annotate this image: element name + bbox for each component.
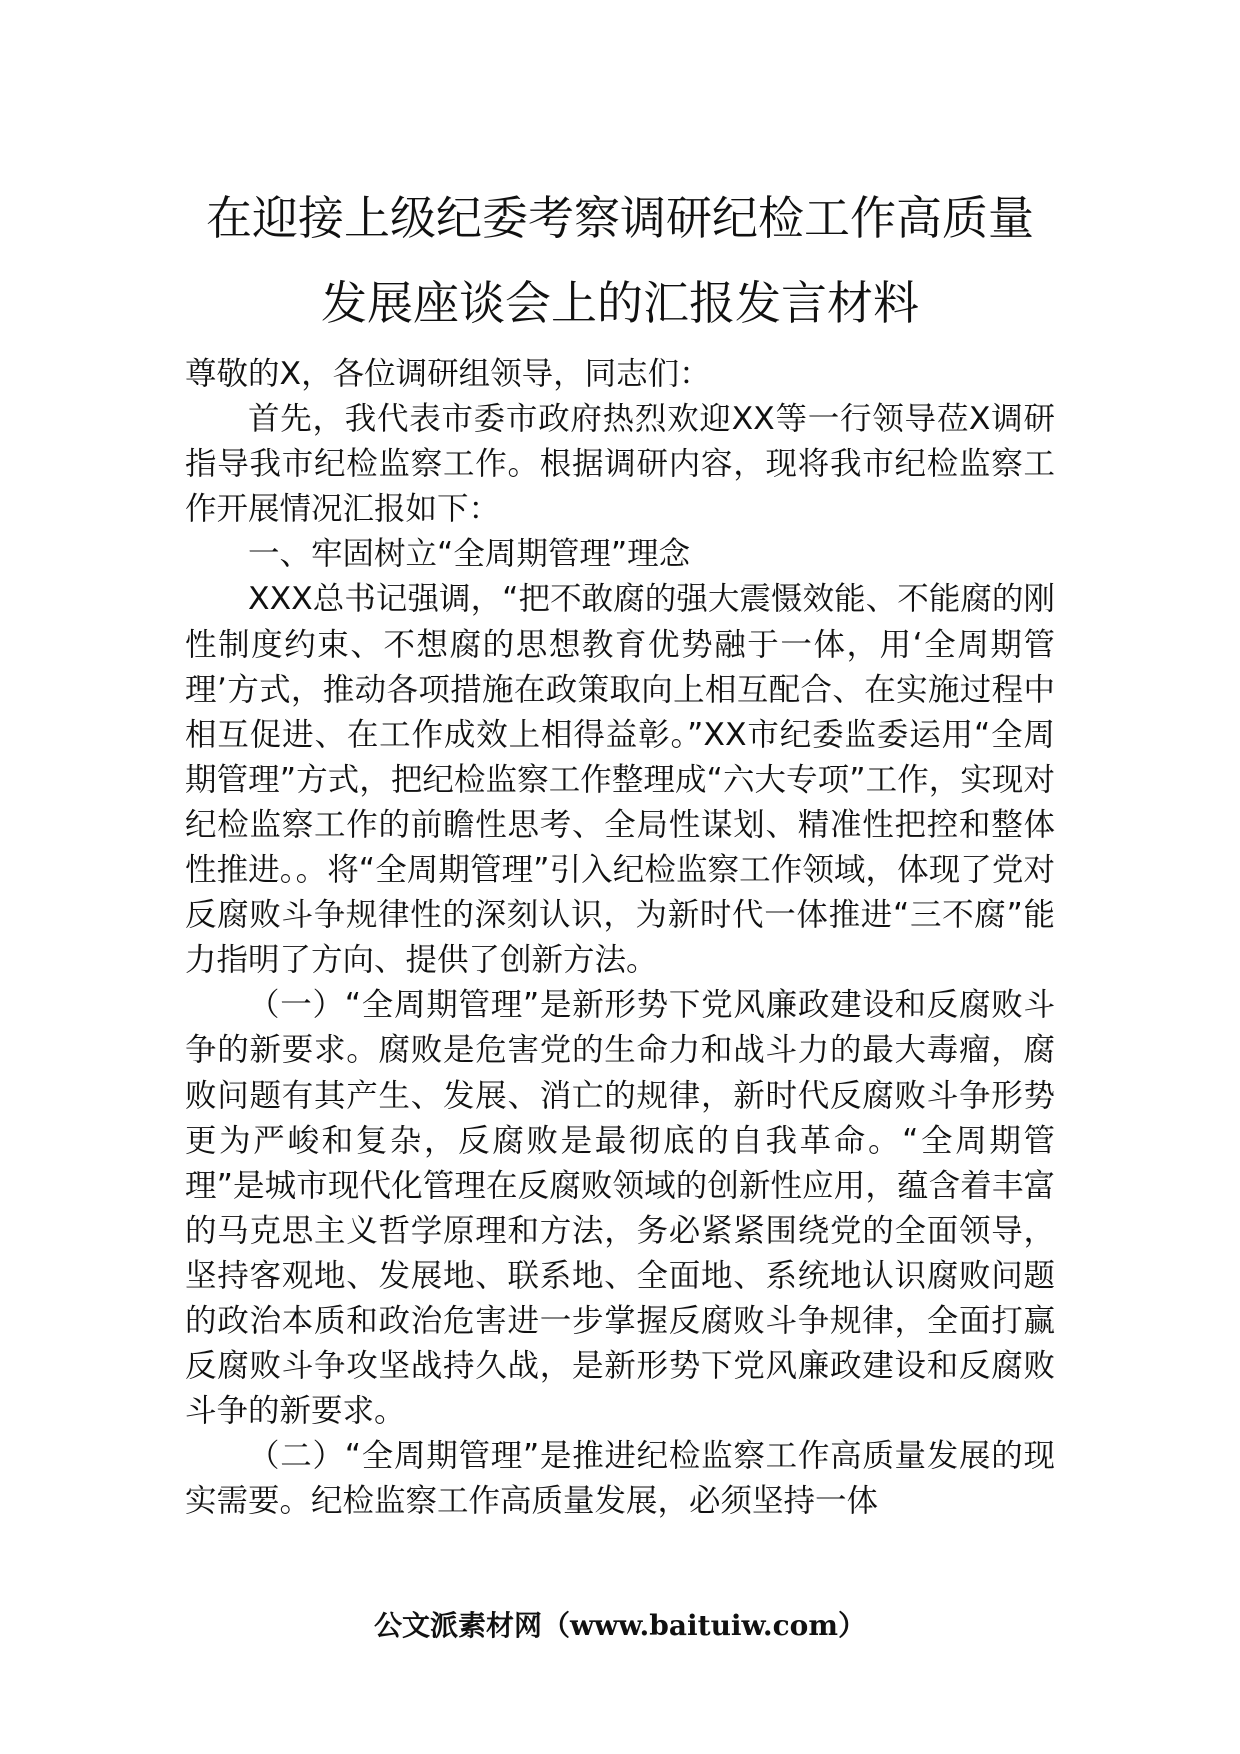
paragraph-quote: XXX总书记强调，“把不敢腐的强大震慑效能、不能腐的刚性制度约束、不想腐的思想教育优势融于一体，用‘全周期管理’方式，推动各项措施在政策取向上相互配合、在实施过程中相互促进、在工作成效上相得益彰。”XX市纪委监委运用“全周期管理”方式，把纪检监察工作整理成“六大专项”工作，实现对纪检监察工作的前瞻性思考、全局性谋划、精准性把控和整体性推进。。将“全周期管理”引入纪检监察工作领域，体现了党对反腐败斗争规律性的深刻认识，为新时代一体推进“三不腐”能力指明了方向、提供了创新方法。 <box>185 581 1055 979</box>
footer-source: 公文派素材网（www.baituiw.com） <box>374 1609 866 1642</box>
document-title-line-1: 在迎接上级纪委考察调研纪检工作高质量 <box>206 191 1034 245</box>
document-title-line-2: 发展座谈会上的汇报发言材料 <box>321 276 919 330</box>
paragraph-subsection-2: （二）“全周期管理”是推进纪检监察工作高质量发展的现实需要。纪检监察工作高质量发展，必须坚持一体 <box>185 1438 1055 1520</box>
section-heading-1: 一、牢固树立“全周期管理”理念 <box>248 536 691 573</box>
paragraph-subsection-1: （一）“全周期管理”是新形势下党风廉政建设和反腐败斗争的新要求。腐败是危害党的生命力和战斗力的最大毒瘤，腐败问题有其产生、发展、消亡的规律，新时代反腐败斗争形势更为严峻和复杂，反腐败是最彻底的自我革命。“全周期管理”是城市现代化管理在反腐败领域的创新性应用，蕴含着丰富的马克思主义哲学原理和方法，务必紧紧围绕党的全面领导，坚持客观地、发展地、联系地、全面地、系统地认识腐败问题的政治本质和政治危害进一步掌握反腐败斗争规律，全面打赢反腐败斗争攻坚战持久战，是新形势下党风廉政建设和反腐败斗争的新要求。 <box>185 987 1055 1430</box>
paragraph-intro: 首先，我代表市委市政府热烈欢迎XX等一行领导莅X调研指导我市纪检监察工作。根据调研内容，现将我市纪检监察工作开展情况汇报如下： <box>185 401 1055 528</box>
document-body <box>185 352 1055 1524</box>
salutation: 尊敬的X，各位调研组领导，同志们： <box>185 356 711 392</box>
